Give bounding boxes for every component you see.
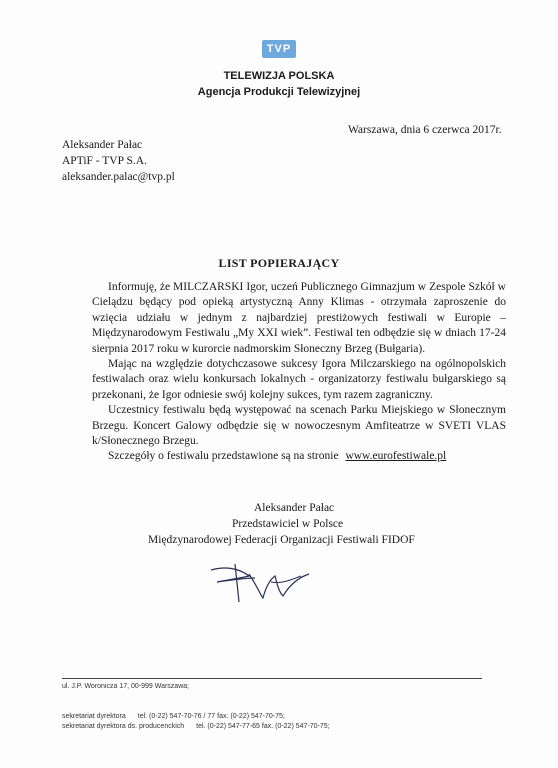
footer-line-2-label: sekretariat dyrektora ds. producenckich [62, 723, 185, 730]
org-name: TELEWIZJA POLSKA [223, 70, 335, 82]
date-line: Warszawa, dnia 6 czerwca 2017r. [348, 124, 502, 136]
letter-body [92, 280, 506, 465]
footer-line-1-label: sekretariat dyrektora [62, 713, 126, 720]
footer-line-1-values: tel. (0-22) 547-70-76 / 77 fax. (0-22) 547-70-75; [137, 713, 285, 720]
closing-text: Szczegóły o festiwalu przedstawione są na stronie [108, 450, 339, 463]
signature-name: Aleksander Pałac [254, 502, 335, 514]
footer-line-1 [62, 712, 285, 721]
sender-name: Aleksander Pałac [62, 139, 143, 151]
footer-line-2-values: tel. (0-22) 547-77-65 fax. (0-22) 547-70-75; [196, 723, 330, 730]
letter-title: LIST POPIERAJĄCY [218, 256, 340, 270]
festival-link[interactable]: www.eurofestiwale.pl [345, 450, 447, 463]
sender-email: aleksander.palac@tvp.pl [62, 171, 175, 183]
org-subname: Agencja Produkcji Telewizyjnej [197, 86, 361, 98]
paragraph-3: Uczestnicy festiwalu będą występować na scenach Parku Miejskiego w Słonecznym Brzegu. Koncert Galowy odbędzie się w nowoczesnym Amfiteatrze w SVETI VLAS k/Słonecznego Brzegu. [92, 404, 506, 448]
handwritten-signature [205, 556, 315, 604]
signature-role: Przedstawiciel w Polsce [232, 518, 344, 530]
footer-address: ul. J.P. Woronicza 17, 00-999 Warszawa; [62, 683, 190, 690]
logo-text: TVP [266, 43, 292, 55]
paragraph-1: Informuję, że MILCZARSKI Igor, uczeń Publicznego Gimnazjum w Zespole Szkół w Cielądzu będący pod opieką artystyczną Anny Klimas - otrzymała zaproszenie do wzięcia udziału w jednym z najbardziej prestiżowych festiwali w Europie – Międzynarodowym Festiwalu „My XXI wiek”. Festiwal ten odbędzie się w dniach 17-24 sierpnia 2017 roku w kurorcie nadmorskim Słoneczny Brzeg (Bułgaria). [92, 281, 506, 355]
paragraph-4 [92, 449, 506, 464]
footer-line-2 [62, 722, 330, 731]
signature-org: Międzynarodowej Federacji Organizacji Festiwali FIDOF [148, 534, 415, 546]
tvp-logo [262, 40, 296, 58]
footer-divider [62, 678, 482, 679]
sender-company: APTiF - TVP S.A. [62, 155, 147, 167]
paragraph-2: Mając na względzie dotychczasowe sukcesy Igora Milczarskiego na ogólnopolskich festiwalach oraz wielu konkursach lokalnych - organizatorzy festiwalu bułgarskiego są przekonani, że Igor odniesie swój kolejny sukces, tym razem zagraniczny. [92, 358, 506, 401]
